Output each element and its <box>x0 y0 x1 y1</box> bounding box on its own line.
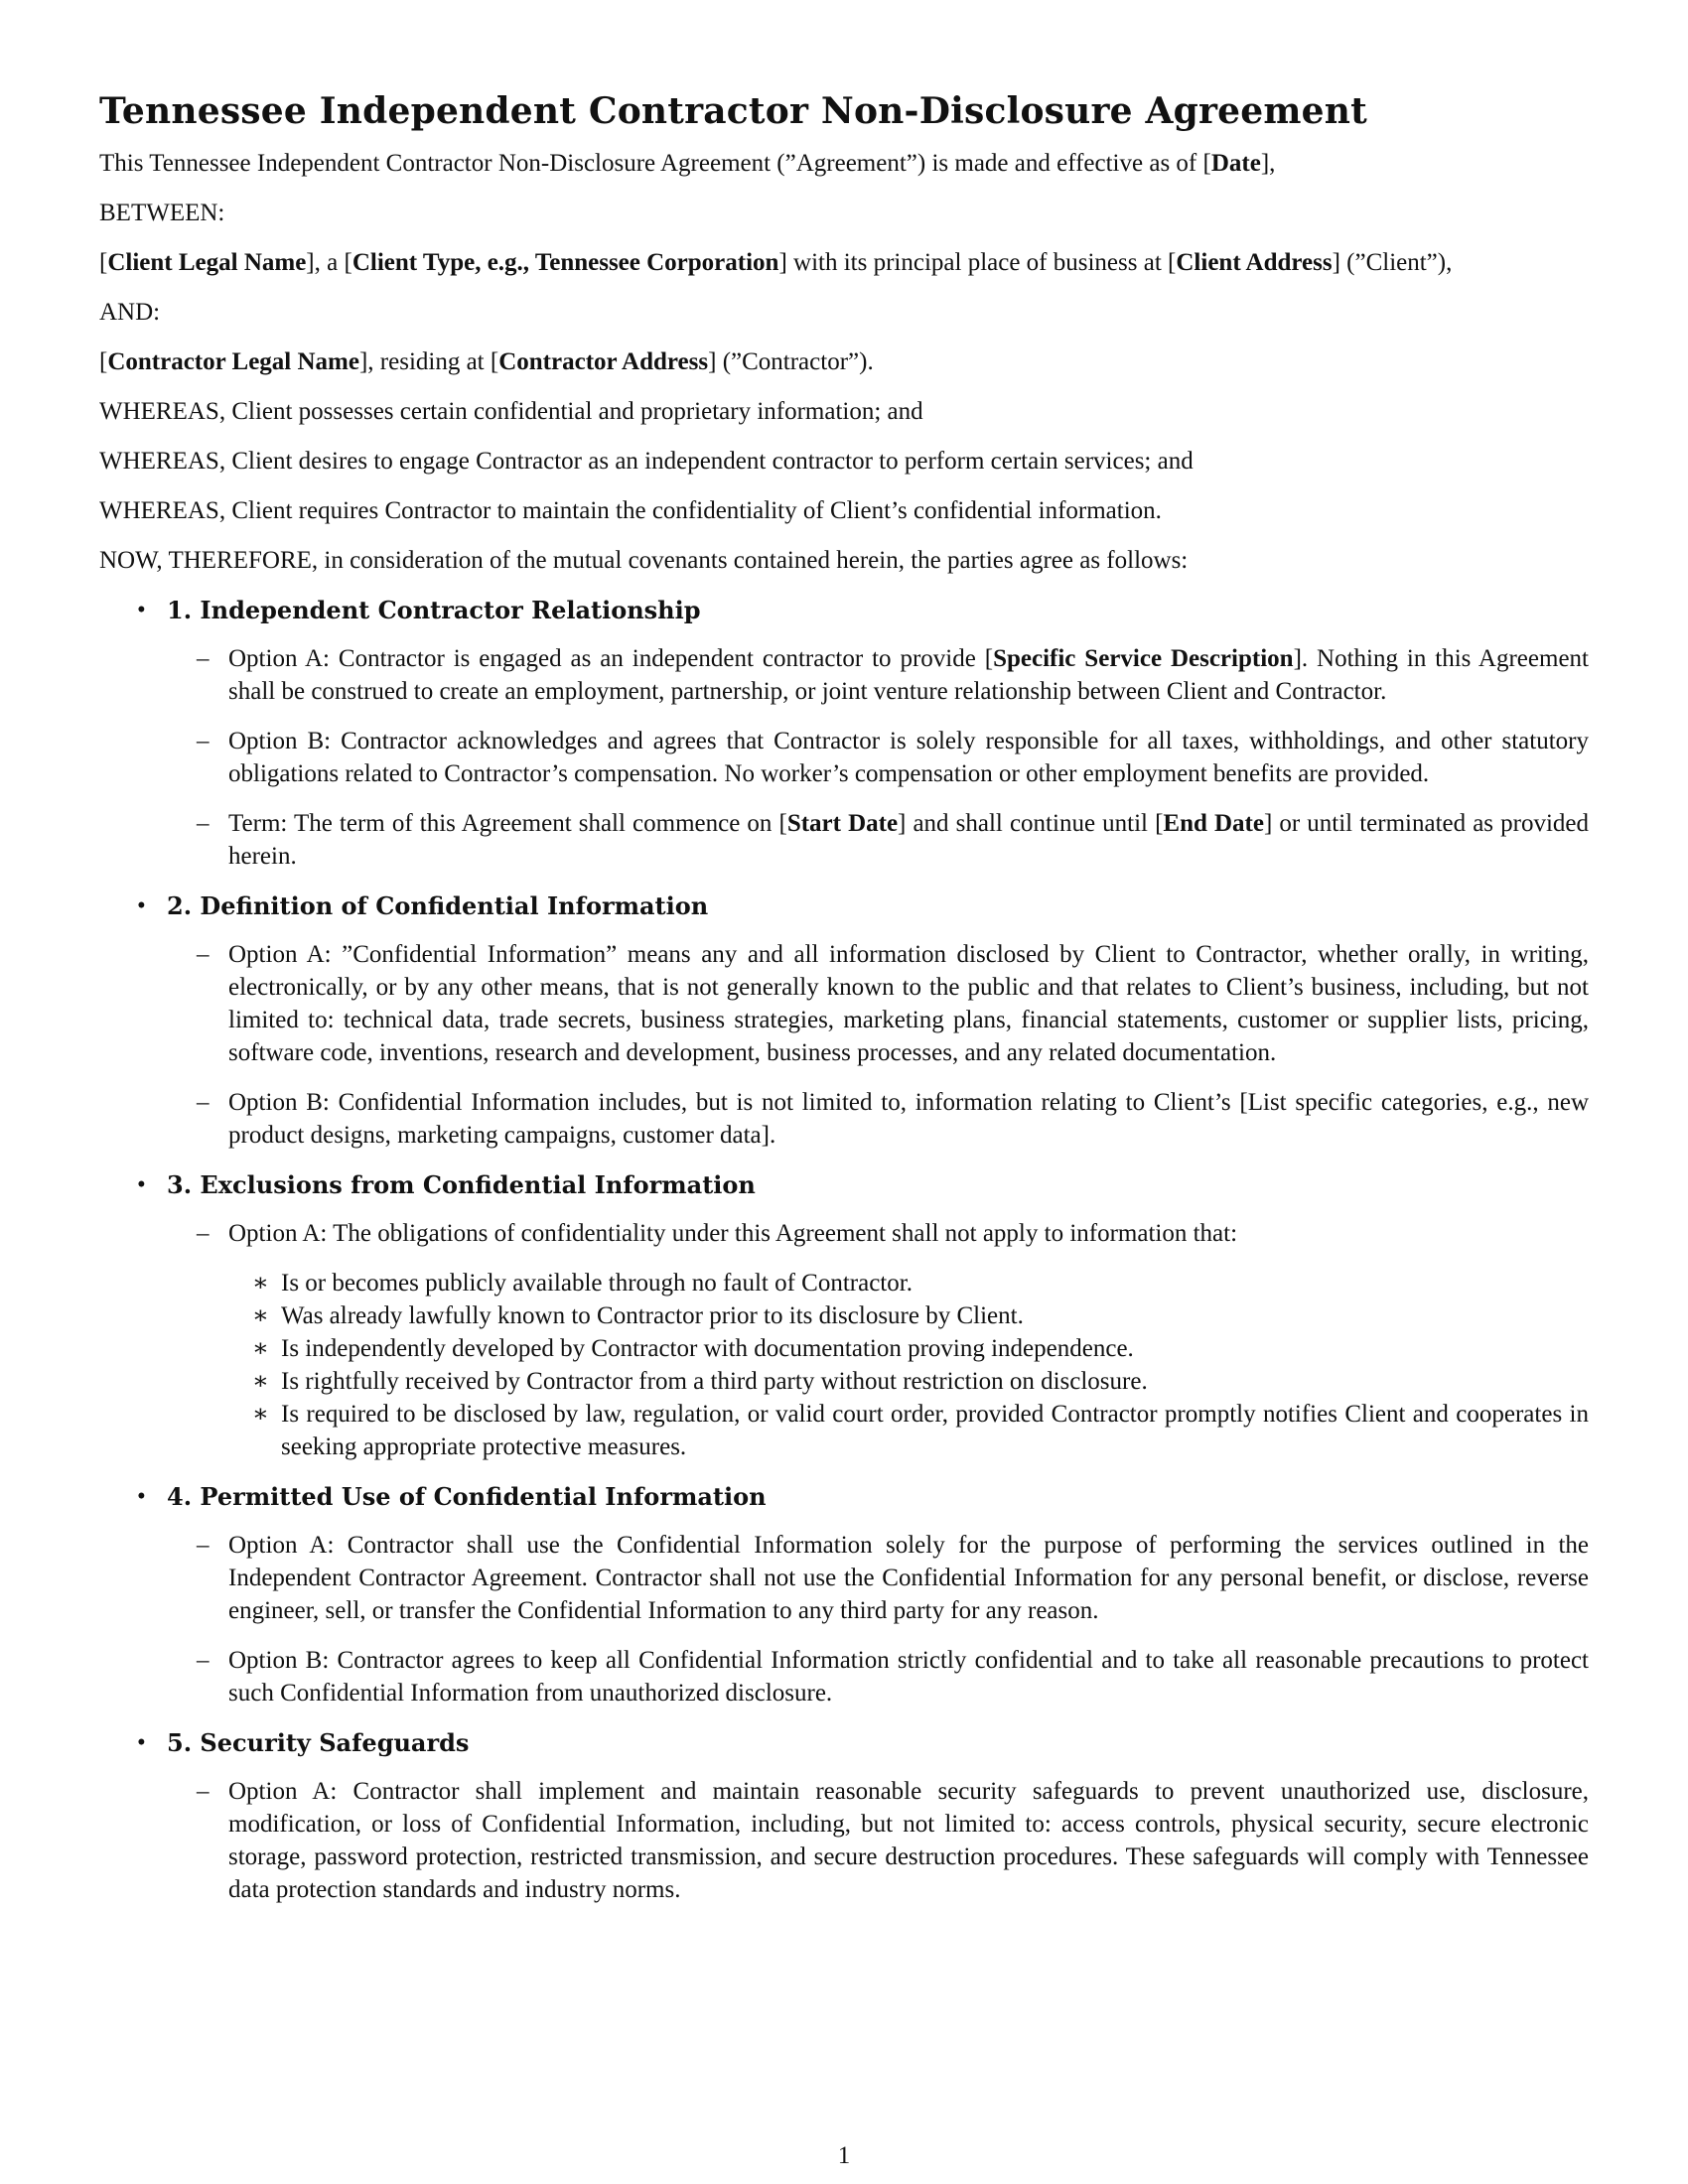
document-page <box>99 87 1589 1923</box>
client-name-placeholder: Client Legal Name <box>107 249 307 276</box>
section-heading: • 1. Independent Contractor Relationship <box>167 596 701 624</box>
section-heading: • 2. Definition of Confidential Information <box>167 891 709 920</box>
sections-list <box>99 594 1589 1906</box>
options-list <box>167 1529 1589 1709</box>
contractor-address-placeholder: Contractor Address <box>498 348 709 375</box>
options-list <box>167 642 1589 873</box>
options-list <box>167 1775 1589 1906</box>
whereas-clause: WHEREAS, Client possesses certain confidential and proprietary information; and <box>99 398 923 425</box>
now-therefore-clause: NOW, THEREFORE, in consideration of the mutual covenants contained herein, the parties agree as follows: <box>99 547 1189 574</box>
contractor-name-placeholder: Contractor Legal Name <box>107 348 359 375</box>
section-item <box>99 1726 1589 1906</box>
section-item <box>99 594 1589 873</box>
service-description-placeholder: Specific Service Description <box>993 645 1294 672</box>
exclusion-item: ∗ Was already lawfully known to Contractor prior to its disclosure by Client. <box>228 1299 1589 1332</box>
exclusion-item: ∗ Is rightfully received by Contractor from a third party without restriction on disclosure. <box>228 1365 1589 1398</box>
whereas-clause: WHEREAS, Client requires Contractor to maintain the confidentiality of Client’s confidential information. <box>99 497 1162 524</box>
and-label: AND: <box>99 299 161 326</box>
option-item: – Option B: Contractor acknowledges and agrees that Contractor is solely responsible for all taxes, withholdings, and other statutory obligations related to Contractor’s compensation. No worker’s compensation or other employment benefits are provided. <box>167 725 1589 790</box>
section-item <box>99 1480 1589 1709</box>
option-item: – Option A: Contractor is engaged as an independent contractor to provide [Specific Service Description]. Nothing in this Agreement shall be construed to create an employment, partnership, or joint venture relationship between Client and Contractor. <box>167 642 1589 708</box>
option-item: – Option B: Contractor agrees to keep all Confidential Information strictly confidential and to take all reasonable precautions to protect such Confidential Information from unauthorized disclosure. <box>167 1644 1589 1709</box>
section-heading: • 5. Security Safeguards <box>167 1728 470 1757</box>
option-item: – Option A: Contractor shall use the Confidential Information solely for the purpose of performing the services outlined in the Independent Contractor Agreement. Contractor shall not use the Confidential Information for any personal benefit, or disclose, reverse engineer, sell, or transfer the Confidential Information to any third party for any reason. <box>167 1529 1589 1627</box>
option-item: – Term: The term of this Agreement shall commence on [Start Date] and shall continue until [End Date] or until terminated as provided herein. <box>167 807 1589 873</box>
exclusions-list <box>228 1267 1589 1463</box>
exclusion-item: ∗ Is or becomes publicly available through no fault of Contractor. <box>228 1267 1589 1299</box>
document-title: Tennessee Independent Contractor Non-Disclosure Agreement <box>99 90 1367 132</box>
exclusion-item: ∗ Is independently developed by Contractor with documentation proving independence. <box>228 1332 1589 1365</box>
exclusion-item: ∗ Is required to be disclosed by law, regulation, or valid court order, provided Contractor promptly notifies Client and cooperates in seeking appropriate protective measures. <box>228 1398 1589 1463</box>
date-placeholder: Date <box>1210 150 1261 177</box>
intro-paragraph: This Tennessee Independent Contractor Non-Disclosure Agreement (”Agreement”) is made and effective as of [Date], <box>99 150 1276 177</box>
whereas-clause: WHEREAS, Client desires to engage Contractor as an independent contractor to perform certain services; and <box>99 448 1194 475</box>
end-date-placeholder: End Date <box>1163 810 1264 837</box>
option-item: – Option A: ”Confidential Information” means any and all information disclosed by Client to Contractor, whether orally, in writing, electronically, or by any other means, that is not generally known to the public and that relates to Client’s business, including, but not limited to: technical data, trade secrets, business strategies, marketing plans, financial statements, customer or supplier lists, pricing, software code, inventions, research and development, business processes, and any related documentation. <box>167 938 1589 1069</box>
option-item: – Option B: Confidential Information includes, but is not limited to, information relating to Client’s [List specific categories, e.g., new product designs, marketing campaigns, customer data]. <box>167 1086 1589 1152</box>
options-list <box>167 938 1589 1152</box>
section-heading: • 4. Permitted Use of Confidential Information <box>167 1482 767 1511</box>
option-item: – Option A: The obligations of confidentiality under this Agreement shall not apply to information that: ∗ Is or becomes publicly available through no fault of Contractor. ∗ Was already lawfully known to Contractor prior to its disclosure by Client. ∗ Is independently developed by Contractor with documentation proving independence. ∗ Is rightfully received by Contractor from a third party without restriction on disclosure. ∗ Is required to be disclosed by law, regulation, or valid court order, provided Contractor promptly notifies Client and cooperates in seeking appropriate protective measures. <box>167 1217 1589 1463</box>
client-address-placeholder: Client Address <box>1176 249 1333 276</box>
page-number: 1 <box>837 2142 851 2169</box>
start-date-placeholder: Start Date <box>786 810 899 837</box>
section-item <box>99 889 1589 1152</box>
option-item: – Option A: Contractor shall implement and maintain reasonable security safeguards to prevent unauthorized use, disclosure, modification, or loss of Confidential Information, including, but not limited to: access controls, physical security, secure electronic storage, password protection, restricted transmission, and secure destruction procedures. These safeguards will comply with Tennessee data protection standards and industry norms. <box>167 1775 1589 1906</box>
options-list <box>167 1217 1589 1463</box>
contractor-paragraph: [Contractor Legal Name], residing at [Contractor Address] (”Contractor”). <box>99 348 874 375</box>
client-paragraph: [Client Legal Name], a [Client Type, e.g., Tennessee Corporation] with its principal place of business at [Client Address] (”Client”), <box>99 249 1453 276</box>
section-heading: • 3. Exclusions from Confidential Information <box>167 1170 756 1199</box>
between-label: BETWEEN: <box>99 200 225 226</box>
client-type-placeholder: Client Type, e.g., Tennessee Corporation <box>352 249 779 276</box>
section-item <box>99 1168 1589 1463</box>
